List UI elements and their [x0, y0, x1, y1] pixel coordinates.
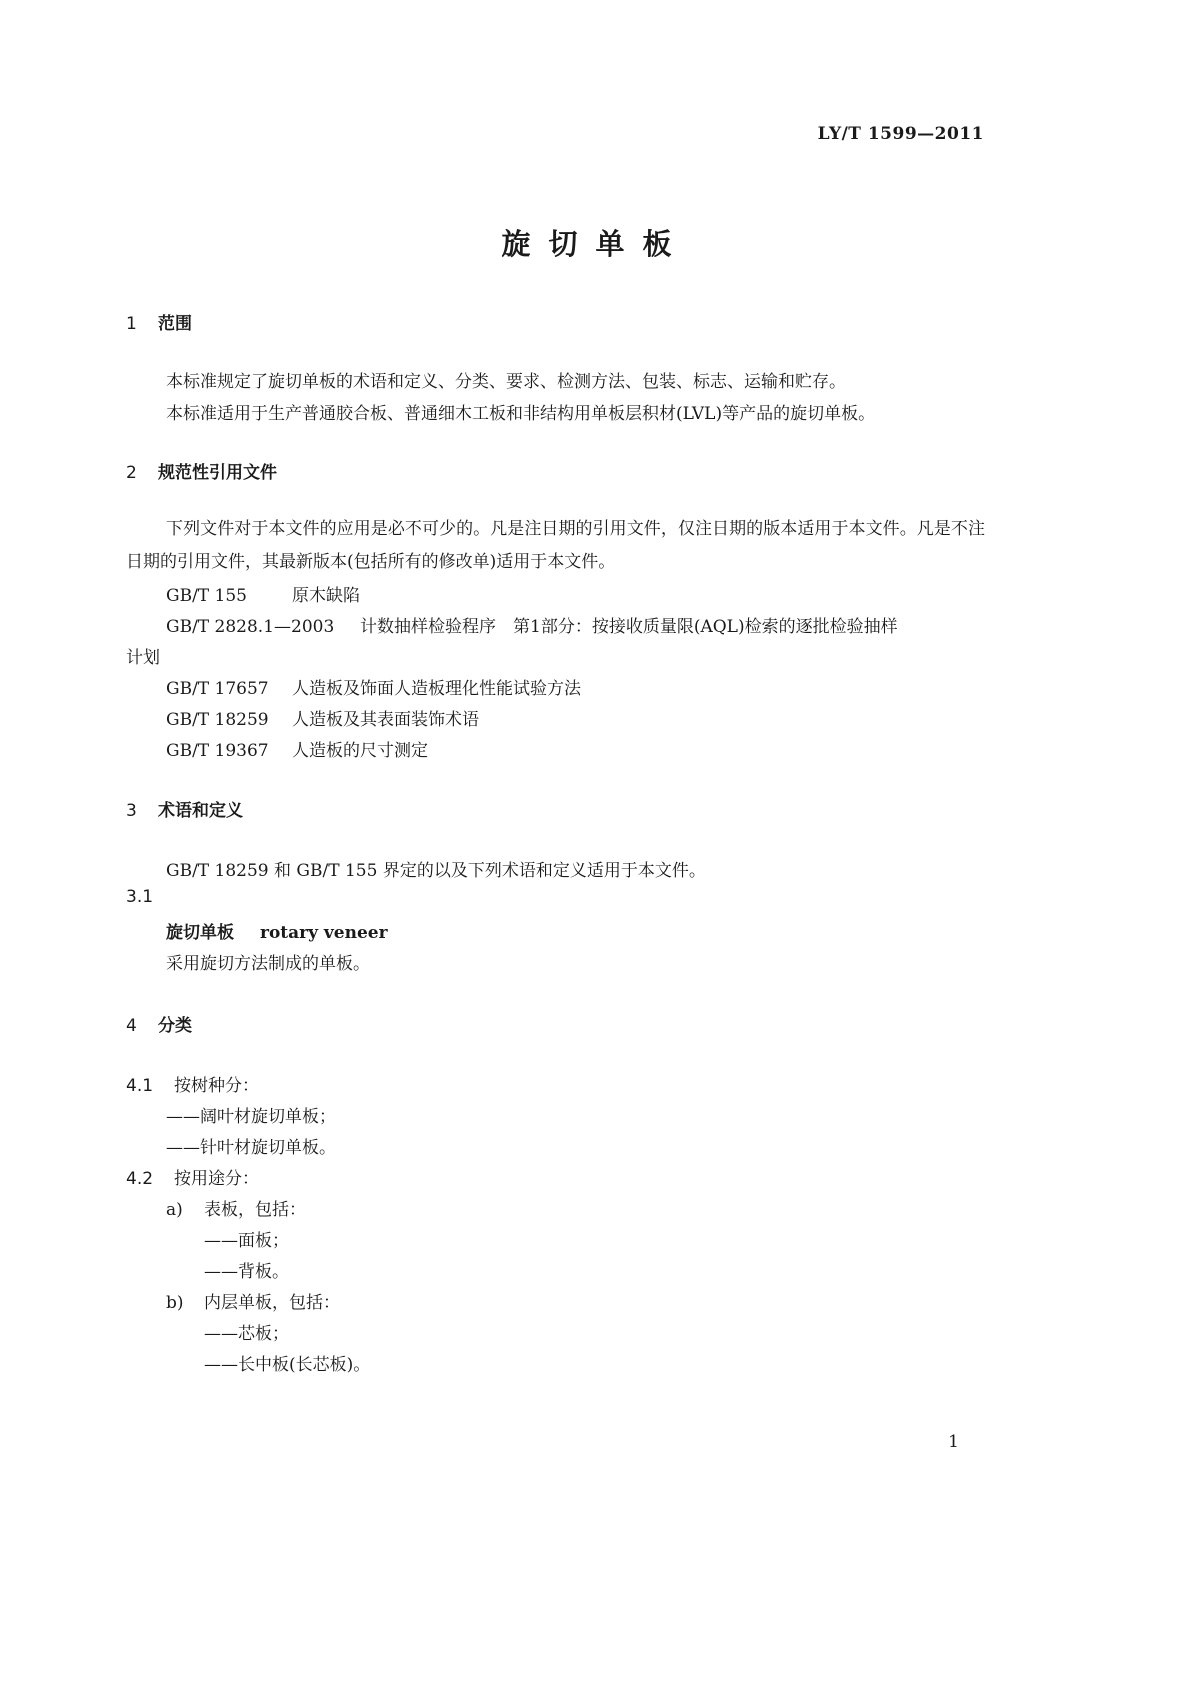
subsection-title: 按树种分： [174, 1076, 259, 1096]
subsection-number: 3.1 [126, 887, 154, 907]
list-item: ——针叶材旋切单板。 [166, 1138, 336, 1158]
item-text: 内层单板，包括： [204, 1293, 340, 1313]
section-number: 4 [126, 1016, 137, 1036]
section-number: 3 [126, 801, 137, 821]
reference-title: 人造板的尺寸测定 [292, 741, 428, 761]
reference-item [166, 705, 479, 730]
subsection-title: 按用途分： [174, 1169, 259, 1189]
subsection-4-1 [126, 1071, 259, 1096]
section-1-paragraph-2: 本标准适用于生产普通胶合板、普通细木工板和非结构用单板层积材(LVL)等产品的旋切单板。 [166, 404, 876, 424]
section-title: 规范性引用文件 [158, 463, 277, 483]
reference-title-continuation: 计划 [126, 648, 160, 668]
section-number: 2 [126, 463, 137, 483]
document-title: 旋切单板 [501, 227, 690, 261]
reference-item [166, 581, 360, 606]
section-4-heading [126, 1011, 192, 1036]
lettered-item-a [166, 1195, 306, 1220]
reference-title: 原木缺陷 [292, 586, 360, 606]
section-3-heading [126, 796, 243, 821]
section-1-heading [126, 309, 192, 334]
section-2-intro: 下列文件对于本文件的应用是必不可少的。凡是注日期的引用文件，仅注日期的版本适用于本文件。凡是不注日期的引用文件，其最新版本(包括所有的修改单)适用于本文件。 [126, 519, 985, 572]
term-chinese: 旋切单板 [166, 923, 234, 943]
term-english: rotary veneer [260, 923, 388, 943]
section-1-paragraph-1: 本标准规定了旋切单板的术语和定义、分类、要求、检测方法、包装、标志、运输和贮存。 [166, 372, 846, 392]
term-definition: 采用旋切方法制成的单板。 [166, 954, 370, 974]
reference-code: GB/T 2828.1—2003 [166, 617, 335, 637]
section-title: 分类 [158, 1016, 192, 1036]
reference-item [166, 674, 581, 699]
section-3-intro: GB/T 18259 和 GB/T 155 界定的以及下列术语和定义适用于本文件。 [166, 861, 706, 881]
list-item: ——阔叶材旋切单板； [166, 1107, 336, 1127]
list-item: ——面板； [204, 1231, 289, 1251]
section-title: 术语和定义 [158, 801, 243, 821]
reference-code: GB/T 18259 [166, 710, 269, 730]
item-label: a) [166, 1200, 183, 1220]
item-label: b) [166, 1293, 184, 1313]
subsection-4-2 [126, 1164, 259, 1189]
term-entry [166, 918, 388, 943]
section-2-heading [126, 458, 277, 483]
reference-code: GB/T 155 [166, 586, 247, 606]
reference-title: 人造板及饰面人造板理化性能试验方法 [292, 679, 581, 699]
list-item: ——长中板(长芯板)。 [204, 1355, 371, 1375]
section-number: 1 [126, 314, 137, 334]
lettered-item-b [166, 1288, 340, 1313]
subsection-number: 4.2 [126, 1169, 154, 1189]
item-text: 表板，包括： [204, 1200, 306, 1220]
standard-code: LY/T 1599—2011 [817, 124, 984, 144]
list-item: ——背板。 [204, 1262, 289, 1282]
section-title: 范围 [158, 314, 192, 334]
reference-code: GB/T 17657 [166, 679, 269, 699]
subsection-number: 4.1 [126, 1076, 154, 1096]
reference-title: 人造板及其表面装饰术语 [292, 710, 479, 730]
reference-code: GB/T 19367 [166, 741, 269, 761]
reference-item [166, 736, 428, 761]
reference-title: 计数抽样检验程序 第1部分：按接收质量限(AQL)检索的逐批检验抽样 [360, 617, 898, 637]
list-item: ——芯板； [204, 1324, 289, 1344]
page-number: 1 [948, 1432, 959, 1452]
reference-item [166, 612, 898, 637]
